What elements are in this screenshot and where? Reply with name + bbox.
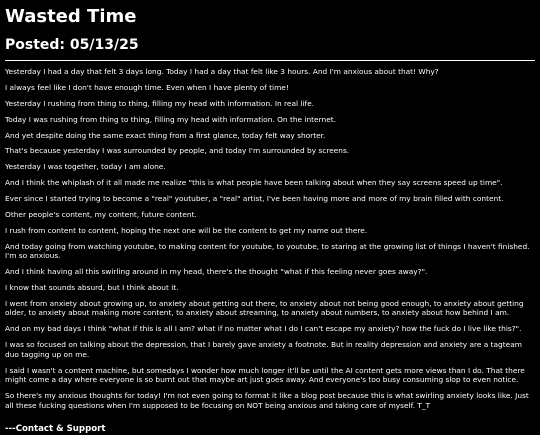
post-paragraph: And I think having all this swirling around in my head, there's the thought "what if this feeling never goes away?". — [5, 267, 428, 277]
divider — [5, 60, 535, 61]
post-title: Wasted Time — [5, 6, 137, 27]
post-paragraph: I know that sounds absurd, but I think about it. — [5, 283, 179, 293]
post-body — [5, 67, 535, 410]
post-paragraph: Other people's content, my content, future content. — [5, 210, 197, 220]
post-paragraph: I always feel like I don't have enough time. Even when I have plenty of time! — [5, 82, 289, 92]
post-paragraph: Today I was rushing from thing to thing, filling my head with information. On the internet. — [5, 114, 336, 124]
post-paragraph: Yesterday I was together, today I am alone. — [5, 162, 166, 172]
post-paragraph: And I think the whiplash of it all made me realize "this is what people have been talking about when they say screens speed up time". — [5, 178, 503, 188]
post-paragraph: And on my bad days I think "what if this is all I am? what if no matter what I do I can't escape my anxiety? how the fuck do I live like this?". — [5, 324, 522, 334]
post-paragraph: And yet despite doing the same exact thing from a first glance, today felt way shorter. — [5, 130, 326, 140]
post-paragraph: I was so focused on talking about the depression, that I barely gave anxiety a footnote. But in reality depression and anxiety are a tagteam duo tagging up on me. — [5, 340, 522, 359]
post-paragraph: Yesterday I rushing from thing to thing, filling my head with information. In real life. — [5, 98, 314, 108]
post-paragraph: I went from anxiety about growing up, to anxiety about getting out there, to anxiety about not being good enough, to anxiety about getting older, to anxiety about making more content, to anxiety about streaming, to anxiety about numbers, to anxiety about how behind I am. — [5, 298, 524, 318]
contact-support-link[interactable]: ---Contact & Support — [5, 424, 106, 435]
post-paragraph: Yesterday I had a day that felt 3 days long. Today I had a day that felt like 3 hours. And I'm anxious about that! Why? — [5, 67, 439, 76]
post-paragraph: So there's my anxious thoughts for today! I'm not even going to format it like a blog post because this is what swirling anxiety looks like. Just all these fucking questions when I'm supposed to be focusing on NOT being anxious and taking care of myself. T_T — [5, 391, 529, 410]
post-paragraph: I said I wasn't a content machine, but somedays I wonder how much longer it'll be until the AI content gets more views than I do. That there might come a day where everyone is so burnt out that maybe art just goes away. And everyone's too busy consuming slop to even notice. — [5, 365, 525, 385]
post-paragraph: That's because yesterday I was surrounded by people, and today I'm surrounded by screens. — [5, 146, 350, 156]
post-paragraph: And today going from watching youtube, to making content for youtube, to youtube, to staring at the growing list of things I haven't finished. I'm so anxious. — [5, 241, 530, 261]
post-paragraph: Ever since I started trying to become a "real" youtuber, a "real" artist, I've been having more and more of my brain filled with content. — [5, 194, 504, 204]
post-date: Posted: 05/13/25 — [5, 37, 139, 53]
post-paragraph: I rush from content to content, hoping the next one will be the content to get my name out there. — [5, 225, 368, 235]
